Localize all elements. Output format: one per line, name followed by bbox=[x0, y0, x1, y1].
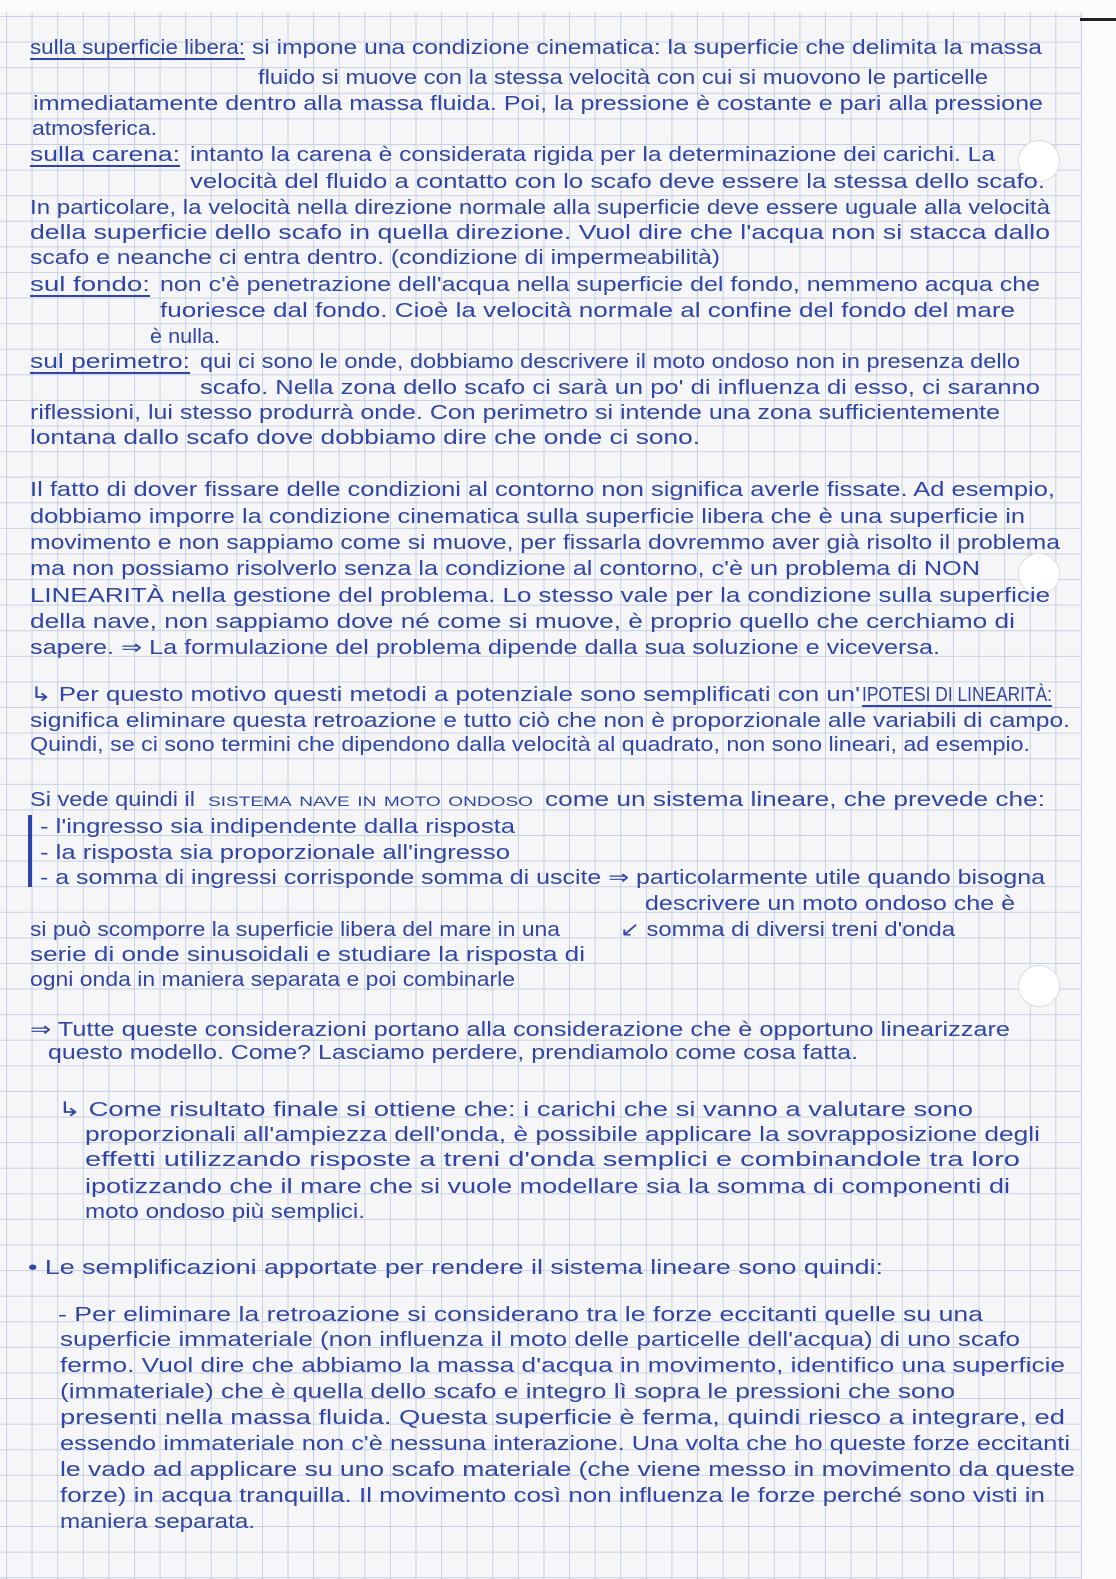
text-line: - Per eliminare la retroazione si considerano tra le forze eccitanti quelle su una bbox=[58, 1304, 983, 1326]
text-line: lontana dallo scafo dove dobbiamo dire che onde ci sono. bbox=[30, 427, 700, 449]
punch-hole bbox=[1018, 965, 1060, 1007]
text-line: Il fatto di dover fissare delle condizioni al contorno non significa averle fissate. Ad esempio, bbox=[30, 479, 1055, 501]
text-line: ⇒ Tutte queste considerazioni portano alla considerazione che è opportuno linearizzare bbox=[30, 1019, 1011, 1041]
section-title: • Le semplificazioni apportate per rendere il sistema lineare sono quindi: bbox=[28, 1257, 883, 1279]
text-line: In particolare, la velocità nella direzione normale alla superficie deve essere uguale alla velocità bbox=[30, 197, 1050, 219]
text-line: effetti utilizzando risposte a treni d'onda semplici e combinandole tra loro bbox=[85, 1149, 1020, 1171]
text-line: movimento e non sappiamo come si muove, per fissarla dovremmo aver già risolto il problema bbox=[30, 532, 1060, 554]
text-line: si impone una condizione cinematica: la superficie che delimita la massa bbox=[252, 37, 1042, 59]
text-line: superficie immateriale (non influenza il moto delle particelle dell'acqua) di uno scafo bbox=[60, 1329, 1020, 1351]
text-line: proporzionali all'ampiezza dell'onda, è possibile applicare la sovrapposizione degli bbox=[85, 1124, 1040, 1146]
text-line: immediatamente dentro alla massa fluida. Poi, la pressione è costante e pari alla pressione bbox=[33, 93, 1043, 115]
text-line: Quindi, se ci sono termini che dipendono dalla velocità al quadrato, non sono lineari, ad esempio. bbox=[30, 734, 1030, 756]
bottom-label: sul fondo: bbox=[30, 274, 150, 296]
text-line: intanto la carena è considerata rigida per la determinazione dei carichi. La bbox=[190, 144, 995, 166]
text-line: ipotizzando che il mare che si vuole modellare sia la somma di componenti di bbox=[85, 1176, 1010, 1198]
text-line: della nave, non sappiamo dove né come si muove, è proprio quello che cerchiamo di bbox=[30, 611, 1015, 633]
text-line: maniera separata. bbox=[60, 1511, 255, 1533]
text-line: presenti nella massa fluida. Questa superficie è ferma, quindi riesco a integrare, ed bbox=[60, 1407, 1065, 1429]
free-surface-label: sulla superficie libera: bbox=[30, 37, 245, 59]
hull-label: sulla carena: bbox=[30, 144, 180, 166]
text-line: riflessioni, lui stesso produrrà onde. Con perimetro si intende una zona sufficientemente bbox=[30, 402, 1000, 424]
text-line: significa eliminare questa retroazione e tutto ciò che non è proporzionale alle variabili di campo. bbox=[30, 710, 1070, 732]
list-item: - a somma di ingressi corrisponde somma di uscite ⇒ particolarmente utile quando bisogna bbox=[40, 867, 1045, 889]
text-line: (immateriale) che è quella dello scafo e integro lì sopra le pressioni che sono bbox=[60, 1381, 955, 1403]
note-line: descrivere un moto ondoso che è bbox=[645, 893, 1015, 915]
text-line: scafo. Nella zona dello scafo ci sarà un po' di influenza di esso, ci saranno bbox=[200, 377, 1040, 399]
text-line: atmosferica. bbox=[32, 118, 157, 140]
linearity-hypothesis: IPOTESI DI LINEARITÀ: bbox=[862, 684, 1052, 706]
text-line: come un sistema lineare, che prevede che: bbox=[545, 789, 1045, 811]
text-line: fermo. Vuol dire che abbiamo la massa d'acqua in movimento, identifico una superficie bbox=[60, 1355, 1065, 1377]
text-line: Si vede quindi il bbox=[30, 789, 195, 811]
list-bracket bbox=[28, 815, 32, 887]
text-line: moto ondoso più semplici. bbox=[85, 1201, 365, 1223]
list-item: - la risposta sia proporzionale all'ingresso bbox=[40, 842, 510, 864]
text-line: ↳ Per questo motivo questi metodi a potenziale sono semplificati con un' bbox=[30, 684, 860, 706]
list-item: - l'ingresso sia indipendente dalla risposta bbox=[40, 816, 515, 838]
text-line: essendo immateriale non c'è nessuna interazione. Una volta che ho queste forze eccitanti bbox=[60, 1433, 1070, 1455]
text-line: forze) in acqua tranquilla. Il movimento così non influenza le forze perché sono visti in bbox=[60, 1485, 1045, 1507]
text-line: scafo e neanche ci entra dentro. (condizione di impermeabilità) bbox=[30, 247, 720, 269]
page-edge-mark bbox=[1080, 18, 1116, 21]
text-line: qui ci sono le onde, dobbiamo descrivere il moto ondoso non in presenza dello bbox=[200, 351, 1020, 373]
system-term: sistema nave in moto ondoso bbox=[208, 789, 533, 811]
text-line: LINEARITÀ nella gestione del problema. Lo stesso vale per la condizione sulla superficie bbox=[30, 585, 1050, 607]
text-line: questo modello. Come? Lasciamo perdere, prendiamolo come cosa fatta. bbox=[48, 1042, 858, 1064]
text-line: le vado ad applicare su uno scafo materiale (che viene messo in movimento da queste bbox=[60, 1459, 1075, 1481]
text-line: dobbiamo imporre la condizione cinematica sulla superficie libera che è una superficie in bbox=[30, 506, 1025, 528]
text-line: sapere. ⇒ La formulazione del problema dipende dalla sua soluzione e viceversa. bbox=[30, 637, 940, 659]
text-line: è nulla. bbox=[150, 326, 220, 348]
note-line: serie di onde sinusoidali e studiare la risposta di bbox=[30, 944, 585, 966]
text-line: fluido si muove con la stessa velocità con cui si muovono le particelle bbox=[258, 67, 988, 89]
note-line: ogni onda in maniera separata e poi combinarle bbox=[30, 969, 515, 991]
note-line: si può scomporre la superficie libera del mare in una bbox=[30, 919, 560, 941]
text-line: della superficie dello scafo in quella direzione. Vuol dire che l'acqua non si stacca dallo bbox=[30, 222, 1050, 244]
text-line: ↳ Come risultato finale si ottiene che: i carichi che si vanno a valutare sono bbox=[58, 1099, 973, 1121]
text-line: non c'è penetrazione dell'acqua nella superficie del fondo, nemmeno acqua che bbox=[160, 274, 1040, 296]
note-line: ↙ somma di diversi treni d'onda bbox=[620, 919, 955, 941]
perimeter-label: sul perimetro: bbox=[30, 351, 190, 373]
text-line: velocità del fluido a contatto con lo scafo deve essere la stessa dello scafo. bbox=[190, 171, 1045, 193]
text-line: ma non possiamo risolverlo senza la condizione al contorno, c'è un problema di NON bbox=[30, 558, 980, 580]
text-line: fuoriesce dal fondo. Cioè la velocità normale al confine del fondo del mare bbox=[160, 300, 1015, 322]
